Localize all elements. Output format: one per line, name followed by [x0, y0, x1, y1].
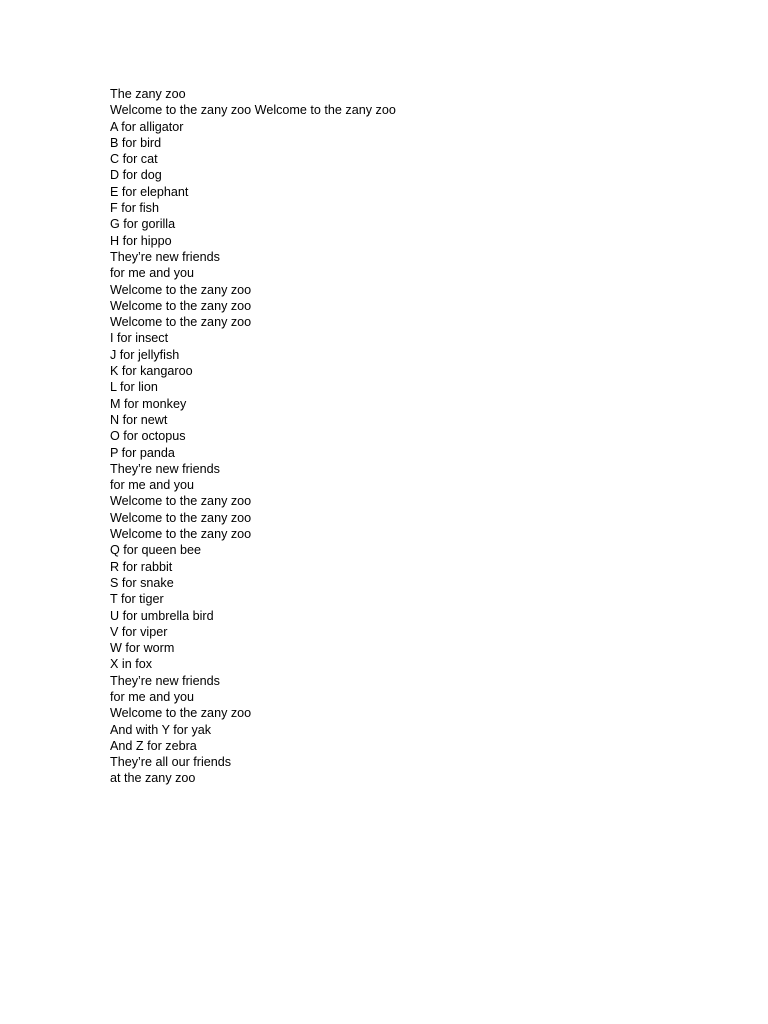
text-line: for me and you	[110, 478, 195, 493]
text-line: at the zany zoo	[110, 771, 196, 786]
text-line: E for elephant	[110, 184, 189, 199]
text-line: Welcome to the zany zoo	[110, 315, 252, 330]
text-line: H for hippo	[110, 233, 172, 248]
text-line: W for worm	[110, 641, 175, 656]
text-line: Welcome to the zany zoo	[110, 706, 252, 721]
text-line: I for insect	[110, 331, 169, 346]
text-line: And Z for zebra	[110, 738, 197, 753]
text-line: A for alligator	[110, 119, 184, 134]
text-line: Q for queen bee	[110, 543, 202, 558]
text-line: J for jellyfish	[110, 347, 180, 362]
text-line: Welcome to the zany zoo	[110, 298, 252, 313]
text-line: K for kangaroo	[110, 364, 193, 379]
text-line: R for rabbit	[110, 559, 173, 574]
text-line: N for newt	[110, 412, 168, 427]
text-line: for me and you	[110, 689, 195, 704]
text-line: D for dog	[110, 168, 162, 183]
text-line: They’re all our friends	[110, 755, 232, 770]
text-line: O for octopus	[110, 429, 186, 444]
text-line: Welcome to the zany zoo	[110, 282, 252, 297]
text-line: C for cat	[110, 152, 158, 167]
text-line: Welcome to the zany zoo Welcome to the zany zoo	[110, 103, 396, 118]
text-line: for me and you	[110, 266, 195, 281]
document-body	[110, 86, 670, 787]
text-line: They’re new friends	[110, 249, 220, 264]
text-line: M for monkey	[110, 396, 187, 411]
text-line: Welcome to the zany zoo	[110, 510, 252, 525]
text-line: They’re new friends	[110, 461, 220, 476]
text-line: They’re new friends	[110, 673, 220, 688]
text-line: Welcome to the zany zoo	[110, 527, 252, 542]
text-line: G for gorilla	[110, 217, 176, 232]
text-line: S for snake	[110, 575, 174, 590]
text-line: V for viper	[110, 624, 168, 639]
text-line: Welcome to the zany zoo	[110, 494, 252, 509]
text-line: L for lion	[110, 380, 158, 395]
text-line: T for tiger	[110, 592, 164, 607]
text-line: X in fox	[110, 657, 152, 672]
text-line: P for panda	[110, 445, 175, 460]
document-title: The zany zoo	[110, 87, 186, 101]
text-line: U for umbrella bird	[110, 608, 214, 623]
text-line: B for bird	[110, 135, 162, 150]
text-line: F for fish	[110, 201, 159, 216]
text-line: And with Y for yak	[110, 722, 212, 737]
